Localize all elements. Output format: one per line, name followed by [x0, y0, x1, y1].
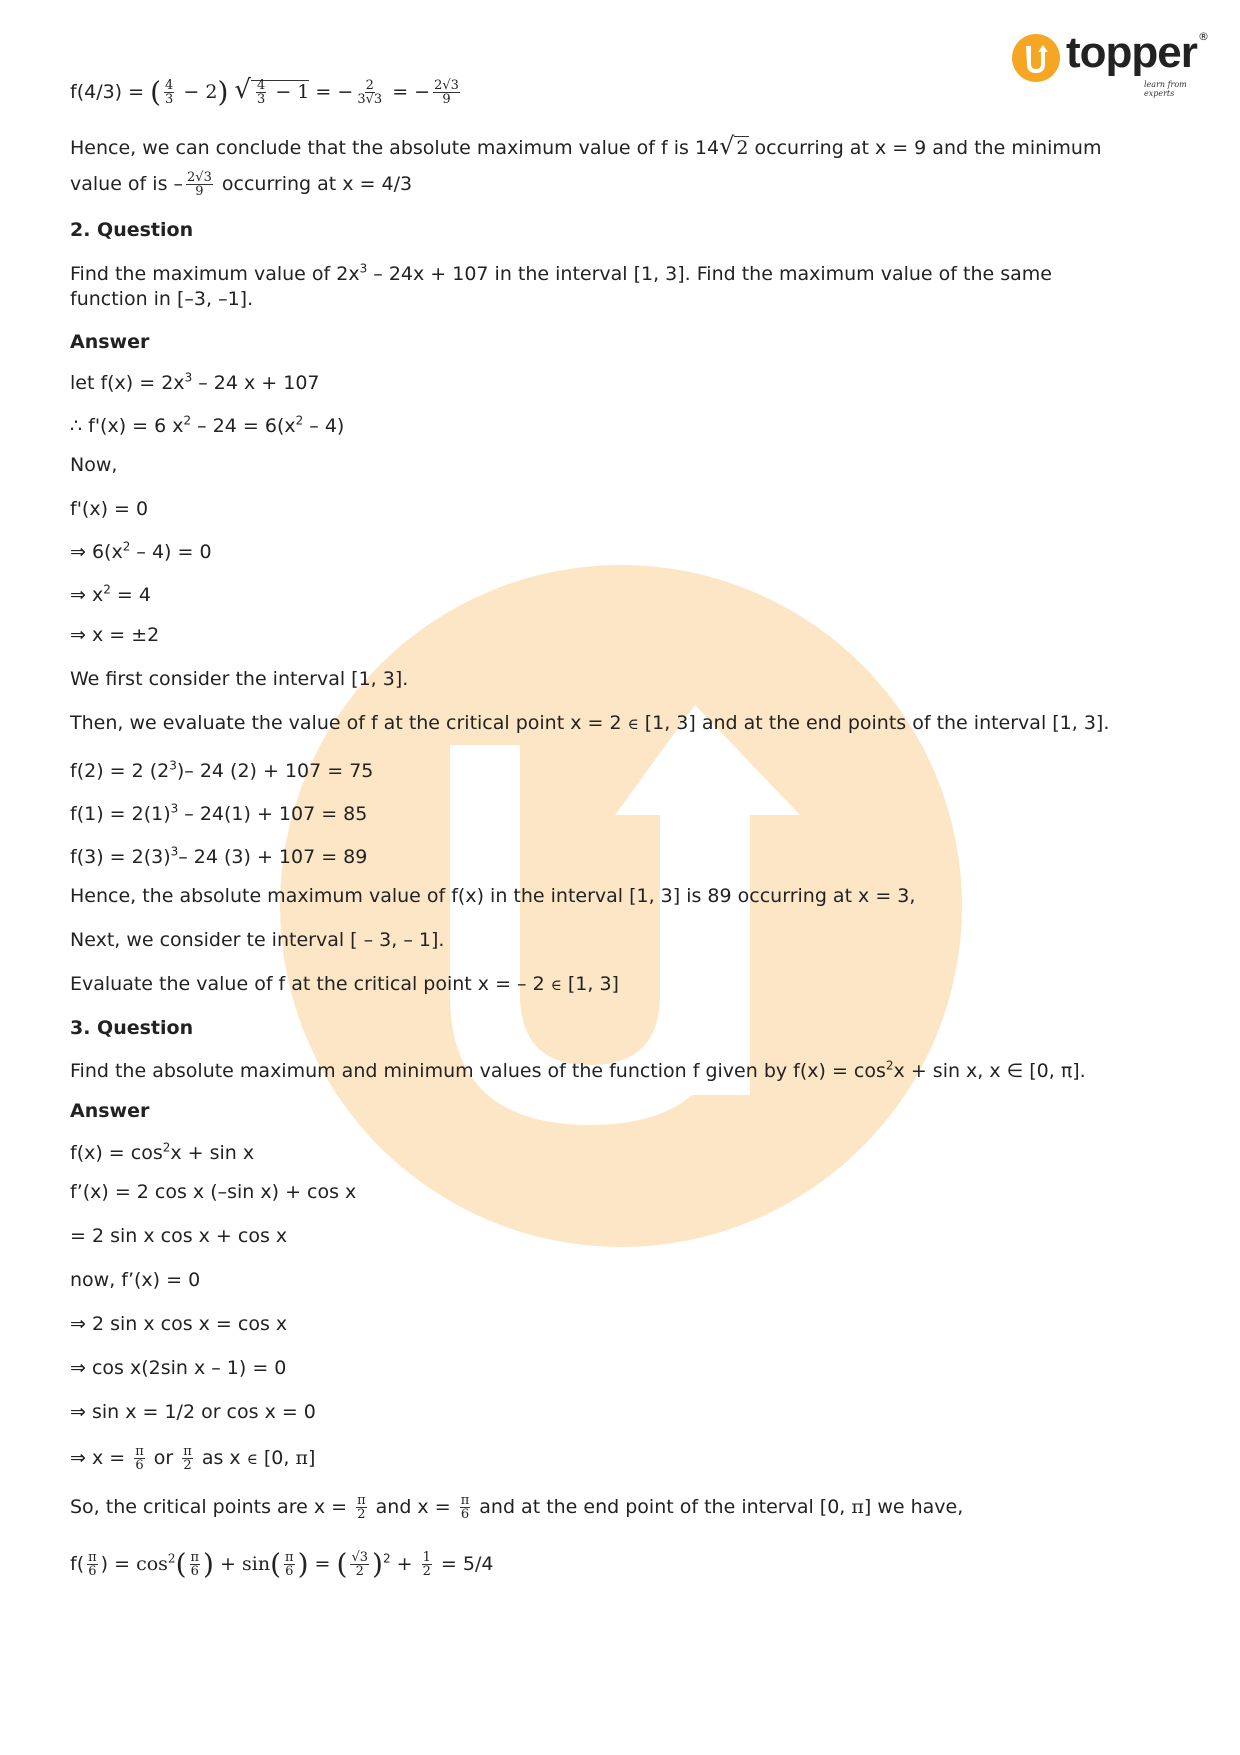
answer-line: f(2) = 2 $(2^3)-$ 24 (2) + 107 = 75: [70, 758, 374, 782]
logo-tagline: learn from experts: [1144, 80, 1187, 98]
answer-line: Now,: [70, 454, 118, 476]
fraction: $\frac{\pi}{6}$: [285, 1550, 294, 1579]
answer-line: f’(x) = 2 cos x (–sin x) + cos x: [70, 1181, 357, 1203]
fraction: $\frac{2√3}{9}$: [434, 78, 459, 107]
fraction: $\frac{\pi}{6}$: [88, 1550, 97, 1579]
answer-line: ∴ f'(x) = 6 $x^2 - 24 = 6(x^2 - 4)$: [70, 413, 345, 437]
question-3-text: Find the absolute maximum and minimum values of the function f given by $f(x) = \cos^2x + \sin x$, x ∈ [0, π].: [70, 1058, 1086, 1082]
answer-line: ⇒ $x^2 = 4$: [70, 582, 151, 606]
document-body: [70, 60, 1180, 1587]
answer-line: Then, we evaluate the value of f at the critical point x = 2 ∈ [1, 3] and at the end points of the interval [1, 3].: [70, 712, 1110, 734]
answer-line: ⇒ cos x(2sin x – 1) = 0: [70, 1357, 287, 1379]
answer-2-label: Answer: [70, 331, 150, 353]
answer-line: ⇒ $6(x^2 - 4) = 0$: [70, 539, 212, 563]
answer-line: $f(3) = 2(3)^3-$ 24 (3) + 107 = 89: [70, 844, 368, 868]
answer-line: We first consider the interval [1, 3].: [70, 668, 409, 690]
fraction: $\frac{\pi}{2}$: [183, 1444, 192, 1473]
answer-line: Next, we consider te interval [ – 3, – 1].: [70, 929, 445, 951]
answer-line: So, the critical points are x = $\frac{\pi}{2}$ and x = $\frac{\pi}{6}$ and at the end point of the interval [0, π] we have,: [70, 1493, 964, 1522]
answer-line: ⇒ sin x = 1/2 or cos x = 0: [70, 1401, 316, 1423]
answer-line: f'(x) = 0: [70, 498, 149, 520]
fraction: $\frac{\pi}{2}$: [357, 1493, 366, 1522]
fraction: $\frac{\pi}{6}$: [135, 1444, 144, 1473]
answer-line: f( $\frac{\pi}{6}$ ) = $\cos^2$( $\frac{\pi}{6}$ ) + sin( $\frac{\pi}{6}$ ) = ( $\frac{√3}{2}$ )$^2$ + $\frac{1}{2}$ = 5/4: [70, 1547, 494, 1581]
answer-line: ⇒ 2 sin x cos x = cos x: [70, 1313, 288, 1335]
fraction: $\frac{1}{2}$: [422, 1550, 431, 1579]
fraction: $\frac{\pi}{6}$: [460, 1493, 470, 1522]
question-2-text: Find the maximum value of $2x^3 - 24x + 107$ in the interval [1, 3]. Find the maximum value of the same function in [–3, –1].: [70, 261, 1052, 310]
answer-line: = 2 sin x cos x + cos x: [70, 1225, 288, 1247]
f-four-thirds-line: f(4/3) = ( $\frac{4}{3}$ − 2) √ $\frac{4}{3}$ − 1 = − $\frac{2}{3√3}$ = − $\frac{2√3}{9}$: [70, 75, 459, 109]
fraction: $\frac{\pi}{6}$: [190, 1550, 200, 1579]
question-2-heading: 2. Question: [70, 219, 194, 241]
answer-line: Hence, the absolute maximum value of f(x) in the interval [1, 3] is 89 occurring at x = 3,: [70, 885, 916, 907]
answer-3-label: Answer: [70, 1100, 150, 1122]
logo-registered-mark: ®: [1198, 30, 1209, 43]
fraction: $\frac{2}{3√3}$: [357, 78, 383, 107]
logo-u-arrow-icon: [1012, 34, 1060, 82]
answer-line: now, f’(x) = 0: [70, 1269, 201, 1291]
brand-logo: [1012, 30, 1212, 96]
answer-line: Evaluate the value of f at the critical point x = – 2 ∈ [1, 3]: [70, 973, 619, 995]
conclusion-paragraph: Hence, we can conclude that the absolute maximum value of f is 14√ 2 occurring at x = 9 and the minimum value of is – $\frac{2√3}{9}$ occurring at x = 4/3: [70, 132, 1102, 199]
question-3-heading: 3. Question: [70, 1017, 194, 1039]
answer-line: ⇒ x = $\frac{\pi}{6}$ or $\frac{\pi}{2}$ as x ∈ [0, π]: [70, 1444, 316, 1473]
answer-line: $f(1) = 2(1)^3 - 24(1) + 107 = 85$: [70, 801, 368, 825]
answer-line: $f(x) = \cos^2x + \sin x$: [70, 1140, 255, 1164]
fraction: $\frac{√3}{2}$: [351, 1550, 369, 1579]
fraction: $\frac{4}{3}$: [165, 78, 174, 107]
answer-line: ⇒ x = ±2: [70, 624, 160, 646]
logo-wordmark: topper: [1066, 28, 1197, 77]
fraction: $\frac{2√3}{9}$: [187, 170, 212, 199]
logo-u-icon: [1012, 34, 1060, 82]
answer-line: let $f(x) = 2x^3 - 24$ x + 107: [70, 370, 320, 394]
fraction: $\frac{4}{3}$: [257, 78, 266, 107]
